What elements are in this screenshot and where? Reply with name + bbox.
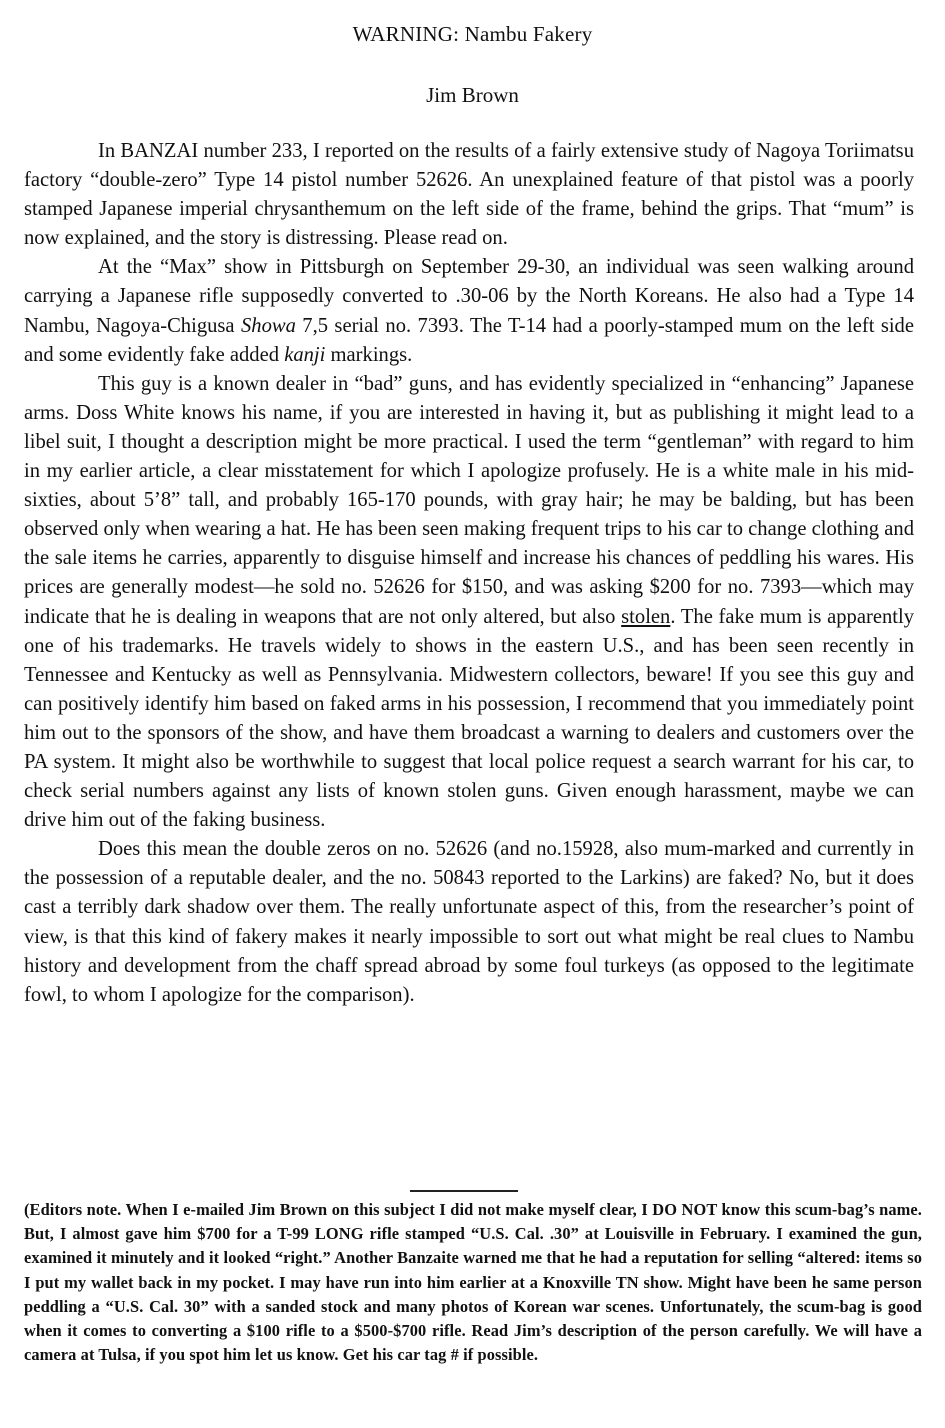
stolen-term: stolen	[621, 605, 671, 628]
paragraph-2-text-c: markings.	[325, 343, 413, 366]
article-author: Jim Brown	[426, 83, 519, 107]
article-body	[24, 137, 914, 1010]
editors-note: (Editors note. When I e-mailed Jim Brown on this subject I did not make myself clear, I DO NOT know this scum-bag’s name. But, I almost gave him $700 for a T-99 LONG rifle stamped “U.S. Cal. .30” at Louisville in February. I examined the gun, examined it minutely and it looked “right.” Another Banzaite warned me that he had a reputation for selling “altered: items so I put my wallet back in my pocket. I may have run into him earlier at a Knoxville TN show. Might have been he same person peddling a “U.S. Cal. 30” with a sanded stock and many photos of Korean war scenes. Unfortunately, the scum-bag is good when it comes to converting a $100 rifle to a $500-$700 rifle. Read Jim’s description of the person carefully. We will have a camera at Tulsa, if you spot him let us know. Get his car tag # if possible.	[24, 1200, 922, 1365]
paragraph-2-text-a: At the “Max” show in Pittsburgh on September 29-30, an individual was seen walking around carrying a Japanese rifle supposedly converted to .30-06 by the North Koreans. He also had a Type 14 Nambu, Nagoya-Chigusa	[24, 256, 914, 337]
paragraph-3-text-b: . The fake mum is apparently one of his trademarks. He travels widely to shows in the eastern U.S., and has been seen recently in Tennessee and Kentucky as well as Pennsylvania. Midwestern collectors, beware! If you see this guy and can positively identify him based on faked arms in his possession, I recommend that you immediately point him out to the sponsors of the show, and have them broadcast a warning to dealers and customers over the PA system. It might also be worthwhile to suggest that local police request a search warrant for his car, to check serial numbers against any lists of known stolen guns. Given enough harassment, maybe we can drive him out of the faking business.	[24, 605, 915, 832]
paragraph-2	[24, 253, 914, 369]
paragraph-3-text-a: This guy is a known dealer in “bad” guns, and has evidently specialized in “enhancing” Japanese arms. Doss White knows his name, if you are interested in having it, but as publishing it might lead to a libel suit, I thought a description might be more practical. I used the term “gentleman” with regard to him in my earlier article, a clear misstatement for which I apologize profusely. He is a white male in his mid-sixties, about 5’8” tall, and probably 165-170 pounds, with gray hair; he may be balding, but has been observed only when wearing a hat. He has been seen making frequent trips to his car to change clothing and the sale items he carries, apparently to disguise himself and increase his chances of peddling his wares. His prices are generally modest—he sold no. 52626 for $150, and was asking $200 for no. 7393—which may indicate that he is dealing in weapons that are not only altered, but also	[24, 372, 914, 628]
paragraph-3	[24, 370, 914, 836]
article-title: WARNING: Nambu Fakery	[352, 22, 593, 46]
kanji-term: kanji	[284, 343, 326, 366]
paragraph-2-text-b: 7,5 serial no. 7393. The T-14 had a poorly-stamped mum on the left side and some evidently fake added	[24, 314, 914, 366]
paragraph-4: Does this mean the double zeros on no. 52626 (and no.15928, also mum-marked and currently in the possession of a reputable dealer, and the no. 50843 reported to the Larkins) are faked? No, but it does cast a terribly dark shadow over them. The really unfortunate aspect of this, from the researcher’s point of view, is that this kind of fakery makes it nearly impossible to sort out what might be real clues to Nambu history and development from the chaff spread abroad by some foul turkeys (as opposed to the legitimate fowl, to whom I apologize for the comparison).	[24, 838, 914, 1006]
showa-term: Showa	[240, 314, 296, 337]
paragraph-1: In BANZAI number 233, I reported on the results of a fairly extensive study of Nagoya Toriimatsu factory “double-zero” Type 14 pistol number 52626. An unexplained feature of that pistol was a poorly stamped Japanese imperial chrysanthemum on the left side of the frame, behind the grips. That “mum” is now explained, and the story is distressing. Please read on.	[24, 140, 914, 250]
section-divider	[410, 1190, 518, 1192]
